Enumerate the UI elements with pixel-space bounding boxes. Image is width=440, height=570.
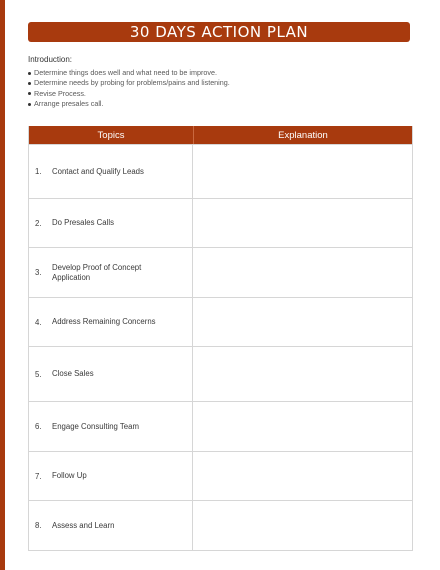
bullet-icon [28,103,31,106]
topic-number: 6. [35,422,42,431]
introduction-item: Arrange presales call. [28,99,418,109]
explanation-cell[interactable] [193,452,412,500]
explanation-cell[interactable] [193,501,412,550]
title-banner [28,22,410,42]
introduction-list [28,68,418,109]
explanation-cell[interactable] [193,145,412,198]
table-row [29,198,412,247]
action-plan-table [28,126,413,551]
topic-cell [29,402,193,451]
topic-cell [29,248,193,297]
table-row [29,401,412,451]
explanation-cell[interactable] [193,298,412,346]
topic-label: Assess and Learn [52,520,115,530]
table-row [29,451,412,500]
topic-number: 5. [35,369,42,379]
introduction-item: Determine things does well and what need to be improve. [28,68,418,78]
topic-label: Engage Consulting Team [52,421,139,431]
topic-cell [29,199,193,247]
topic-label: Develop Proof of Concept Application [52,263,142,282]
page-title: 30 DAYS ACTION PLAN [129,23,309,41]
introduction-item: Revise Process. [28,89,418,99]
explanation-cell[interactable] [193,402,412,451]
table-row [29,346,412,401]
topic-cell [29,501,193,550]
table-row [29,247,412,297]
topic-label: Close Sales [52,369,94,379]
topic-number: 2. [35,218,42,228]
introduction-section [28,55,418,109]
header-topics: Topics [29,126,194,144]
table-header [29,126,412,144]
topic-cell [29,298,193,346]
topic-number: 1. [35,167,42,176]
topic-number: 4. [35,317,42,327]
topic-number: 8. [35,521,42,530]
topic-label: Contact and Qualify Leads [52,166,144,176]
left-accent-stripe [0,0,5,570]
bullet-icon [28,72,31,75]
introduction-item: Determine needs by probing for problems/pains and listening. [28,78,418,88]
topic-label: Do Presales Calls [52,218,114,228]
topic-cell [29,347,193,401]
table-row [29,500,412,550]
topic-number: 3. [35,268,42,277]
header-explanation: Explanation [278,129,328,141]
topic-label: Address Remaining Concerns [52,317,156,327]
topic-cell [29,452,193,500]
bullet-icon [28,82,31,85]
table-row [29,144,412,198]
introduction-heading: Introduction: [28,55,73,64]
topic-cell [29,145,193,198]
topic-number: 7. [35,471,42,481]
table-row [29,297,412,346]
topic-label: Follow Up [52,471,87,481]
explanation-cell[interactable] [193,199,412,247]
bullet-icon [28,92,31,95]
explanation-cell[interactable] [193,248,412,297]
explanation-cell[interactable] [193,347,412,401]
